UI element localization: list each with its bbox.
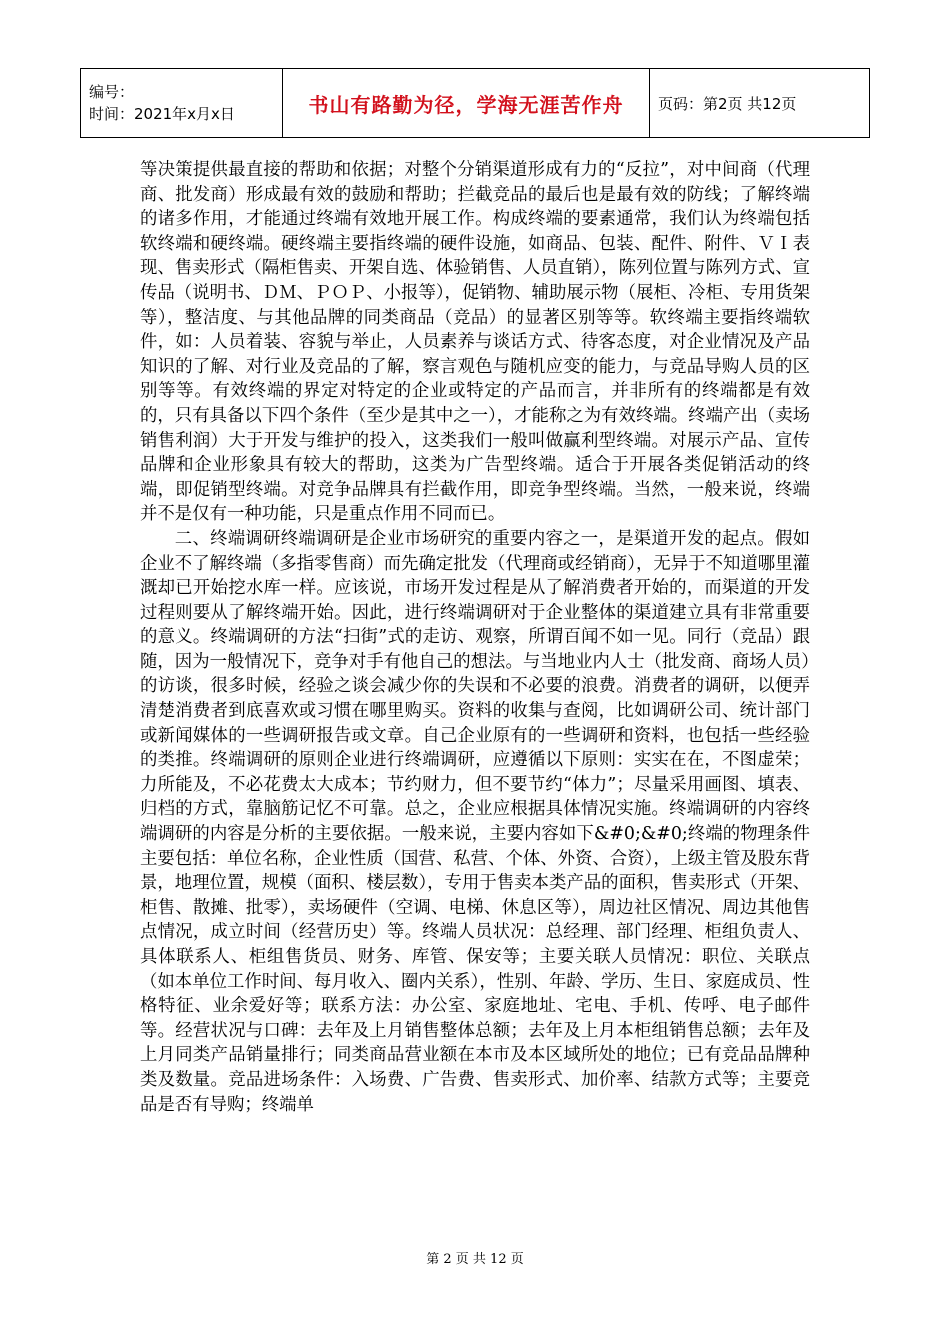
serial-number-label: 编号：: [89, 83, 135, 101]
body-paragraph-2: 二、终端调研终端调研是企业市场研究的重要内容之一，是渠道开发的起点。假如企业不了解终端（多指零售商）而先确定批发（代理商或经销商），无异于不知道哪里灌溉却已开始挖水库一样。应该说，市场开发过程是从了解消费者开始的，而渠道的开发过程则要从了解终端开始。因此，进行终端调研对于企业整体的渠道建立具有非常重要的意义。终端调研的方法“扫街”式的走访、观察，所谓百闻不如一见。同行（竞品）跟随，因为一般情况下，竞争对手有他自己的想法。与当地业内人士（批发商、商场人员）的访谈，很多时候，经验之谈会减少你的失误和不必要的浪费。消费者的调研，以便弄清楚消费者到底喜欢或习惯在哪里购买。资料的收集与查阅，比如调研公司、统计部门或新闻媒体的一些调研报告或文章。自己企业原有的一些调研和资料，也包括一些经验的类推。终端调研的原则企业进行终端调研，应遵循以下原则：实实在在，不图虚荣；力所能及，不必花费太大成本；节约财力，但不要节约“体力”；尽量采用画图、填表、归档的方式，靠脑筋记忆不可靠。总之，企业应根据具体情况实施。终端调研的内容终端调研的内容是分析的主要依据。一般来说，主要内容如下&#0;&#0;终端的物理条件主要包括：单位名称，企业性质（国营、私营、个体、外资、合资），上级主管及股东背景，地理位置，规模（面积、楼层数），专用于售卖本类产品的面积，售卖形式（开架、柜售、散摊、批零），卖场硬件（空调、电梯、休息区等），周边社区情况、周边其他售点情况，成立时间（经营历史）等。终端人员状况：总经理、部门经理、柜组负责人、具体联系人、柜组售货员、财务、库管、保安等；主要关联人员情况：职位、关联点（如本单位工作时间、每月收入、圈内关系），性别、年龄、学历、生日、家庭成员、性格特征、业余爱好等；联系方法：办公室、家庭地址、宅电、手机、传呼、电子邮件等。经营状况与口碑：去年及上月销售整体总额；去年及上月本柜组销售总额；去年及上月同类产品销量排行；同类商品营业额在本市及本区域所处的地位；已有竞品品牌种类及数量。竞品进场条件：入场费、广告费、售卖形式、加价率、结款方式等；主要竞品是否有导购；终端单: [140, 528, 810, 1115]
header-meta: [81, 69, 283, 138]
body-paragraph-1: 等决策提供最直接的帮助和依据；对整个分销渠道形成有力的“反拉”，对中间商（代理商、批发商）形成最有效的鼓励和帮助；拦截竞品的最后也是最有效的防线；了解终端的诸多作用，才能通过终端有效地开展工作。构成终端的要素通常，我们认为终端包括软终端和硬终端。硬终端主要指终端的硬件设施，如商品、包装、配件、附件、ＶＩ表现、售卖形式（隔柜售卖、开架自选、体验销售、人员直销），陈列位置与陈列方式、宣传品（说明书、ＤＭ、ＰＯＰ、小报等），促销物、辅助展示物（展柜、冷柜、专用货架等），整洁度、与其他品牌的同类商品（竞品）的显著区别等等。软终端主要指终端软件，如：人员着装、容貌与举止，人员素养与谈话方式、待客态度，对企业情况及产品知识的了解、对行业及竞品的了解，察言观色与随机应变的能力，与竞品导购人员的区别等等。有效终端的界定对特定的企业或特定的产品而言，并非所有的终端都是有效的，只有具备以下四个条件（至少是其中之一），才能称之为有效终端。终端产出（卖场销售利润）大于开发与维护的投入，这类我们一般叫做赢利型终端。对展示产品、宣传品牌和企业形象具有较大的帮助，这类为广告型终端。适合于开展各类促销活动的终端，即促销型终端。对竞争品牌具有拦截作用，即竞争型终端。当然，一般来说，终端并不是仅有一种功能，只是重点作用不同而已。: [140, 160, 810, 525]
page-header: [80, 68, 870, 138]
header-page-code: 页码：第2页 共12页: [650, 69, 870, 138]
date-label: 时间：2021年x月x日: [89, 105, 235, 123]
document-body: [140, 158, 810, 1117]
header-motto: 书山有路勤为径，学海无涯苦作舟: [283, 69, 650, 138]
page-footer: 第 2 页 共 12 页: [426, 1252, 524, 1267]
